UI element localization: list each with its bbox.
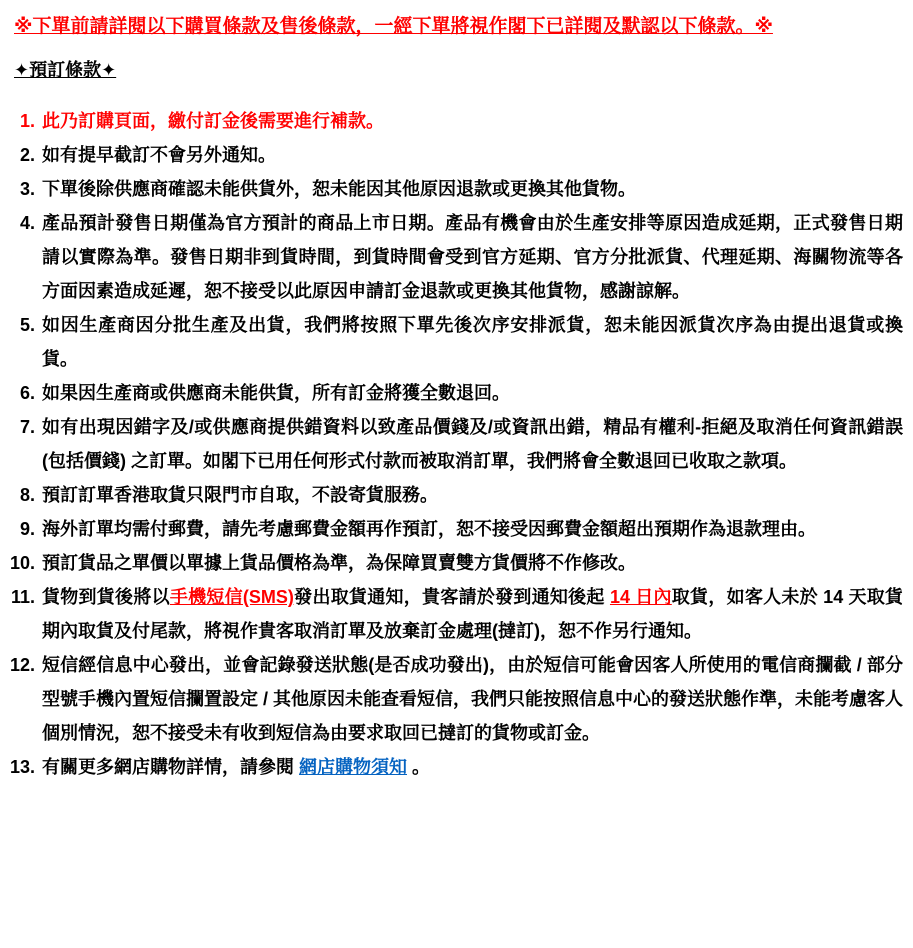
term-item	[8, 104, 905, 138]
term-text	[42, 308, 905, 376]
term-text	[42, 206, 905, 308]
term-number: 12.	[9, 655, 35, 675]
term-text	[42, 648, 905, 750]
terms-list	[8, 104, 905, 784]
term-segment: 預訂訂單香港取貨只限門市自取，不設寄貨服務。	[42, 485, 438, 505]
term-number: 7.	[19, 417, 35, 437]
term-segment: 如有出現因錯字及/或供應商提供錯資料以致產品價錢及/或資訊出錯，精品有權利-拒絕及取消任何資訊錯誤(包括價錢) 之訂單。如閣下已用任何形式付款而被取消訂單，我們將會全數退回已收取之款項。	[42, 417, 903, 471]
term-segment: 此乃訂購頁面，繳付訂金後需要進行補款。	[42, 111, 384, 131]
page-title: ※下單前請詳閱以下購買條款及售後條款，一經下單將視作閣下已詳閱及默認以下條款。※	[14, 16, 773, 37]
term-text	[42, 410, 905, 478]
term-item	[8, 138, 905, 172]
term-text	[42, 546, 905, 580]
term-segment: 有關更多網店購物詳情，請參閱	[42, 757, 299, 777]
term-number: 4.	[19, 213, 35, 233]
term-text	[42, 580, 905, 648]
term-segment: 如果因生產商或供應商未能供貨，所有訂金將獲全數退回。	[42, 383, 510, 403]
term-item	[8, 410, 905, 478]
term-segment: 。	[407, 757, 431, 777]
section-header: ✦預訂條款✦	[14, 60, 117, 80]
term-number: 2.	[19, 145, 35, 165]
term-item	[8, 308, 905, 376]
term-segment: 下單後除供應商確認未能供貨外，恕未能因其他原因退款或更換其他貨物。	[42, 179, 636, 199]
term-number: 1.	[19, 111, 35, 131]
term-item	[8, 580, 905, 648]
term-segment: 海外訂單均需付郵費，請先考慮郵費金額再作預訂，恕不接受因郵費金額超出預期作為退款理由。	[42, 519, 816, 539]
term-number: 13.	[9, 757, 35, 777]
term-segment: 貨物到貨後將以	[42, 587, 170, 607]
term-number: 5.	[19, 315, 35, 335]
term-highlight: 手機短信(SMS)	[169, 587, 294, 607]
term-segment: 發出取貨通知，貴客請於發到通知後起	[293, 587, 610, 607]
term-segment: 如因生產商因分批生產及出貨，我們將按照下單先後次序安排派貨，恕未能因派貨次序為由提出退貨或換貨。	[42, 315, 903, 369]
term-segment: 短信經信息中心發出，並會記錄發送狀態(是否成功發出)，由於短信可能會因客人所使用的電信商攔截 / 部分型號手機內置短信攔置設定 / 其他原因未能查看短信，我們只能按照信息中心的發送狀態作準，未能考慮客人個別情況，恕不接受未有收到短信為由要求取回已撻訂的貨物或訂金。	[42, 655, 903, 743]
term-text	[42, 172, 905, 206]
term-item	[8, 478, 905, 512]
term-text	[42, 512, 905, 546]
term-text	[42, 138, 905, 172]
term-text	[42, 750, 905, 784]
term-number: 9.	[19, 519, 35, 539]
term-item	[8, 376, 905, 410]
term-item	[8, 750, 905, 784]
term-item	[8, 512, 905, 546]
term-number: 8.	[19, 485, 35, 505]
term-text	[42, 376, 905, 410]
term-number: 11.	[10, 587, 35, 607]
term-segment: 如有提早截訂不會另外通知。	[42, 145, 276, 165]
term-item	[8, 172, 905, 206]
shop-guide-link[interactable]: 網店購物須知	[299, 757, 407, 777]
term-item	[8, 648, 905, 750]
term-item	[8, 546, 905, 580]
term-number: 3.	[19, 179, 35, 199]
term-number: 6.	[19, 383, 35, 403]
term-number: 10.	[9, 553, 35, 573]
term-highlight: 14 日內	[609, 587, 672, 607]
term-item	[8, 206, 905, 308]
term-text	[42, 478, 905, 512]
term-segment: 預訂貨品之單價以單據上貨品價格為準，為保障買賣雙方貨價將不作修改。	[42, 553, 636, 573]
term-segment: 產品預計發售日期僅為官方預計的商品上市日期。產品有機會由於生產安排等原因造成延期，正式發售日期請以實際為準。發售日期非到貨時間，到貨時間會受到官方延期、官方分批派貨、代理延期、海關物流等各方面因素造成延遲，恕不接受以此原因申請訂金退款或更換其他貨物，感謝諒解。	[42, 213, 903, 301]
term-segment: 取貨，如客人未於 14 天取貨期內取貨及付尾款，將視作貴客取消訂單及放棄訂金處理(撻訂)，恕不作另行通知。	[42, 587, 904, 641]
term-text	[42, 104, 905, 138]
